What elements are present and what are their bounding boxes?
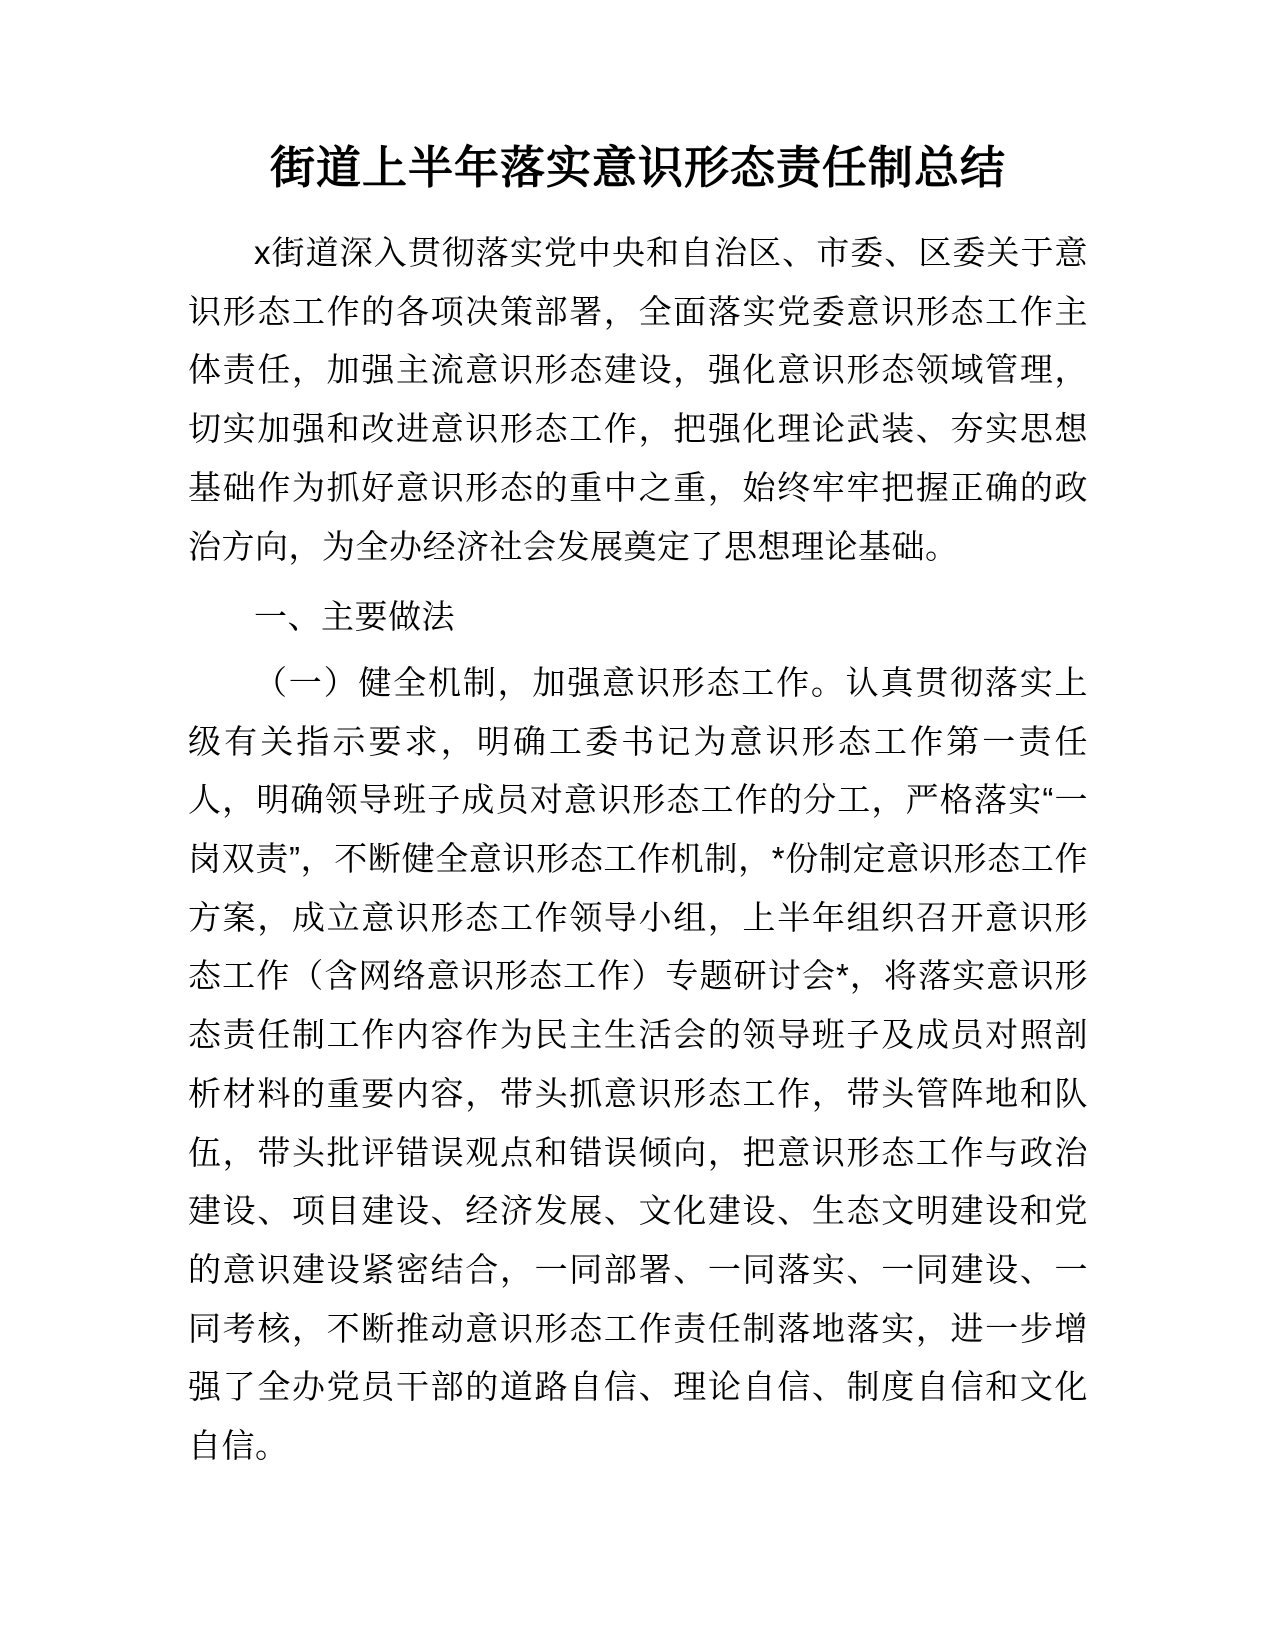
intro-paragraph: x街道深入贯彻落实党中央和自治区、市委、区委关于意识形态工作的各项决策部署，全面落实党委意识形态工作主体责任，加强主流意识形态建设，强化意识形态领域管理，切实加强和改进意识形态工作，把强化理论武装、夯实思想基础作为抓好意识形态的重中之重，始终牢牢把握正确的政治方向，为全办经济社会发展奠定了思想理论基础。 xyxy=(188,234,1088,565)
section1-paragraph: （一）健全机制，加强意识形态工作。认真贯彻落实上级有关指示要求，明确工委书记为意识形态工作第一责任人，明确领导班子成员对意识形态工作的分工，严格落实“一岗双责”，不断健全意识形态工作机制，*份制定意识形态工作方案，成立意识形态工作领导小组，上半年组织召开意识形态工作（含网络意识形态工作）专题研讨会*，将落实意识形态责任制工作内容作为民主生活会的领导班子及成员对照剖析材料的重要内容，带头抓意识形态工作，带头管阵地和队伍，带头批评错误观点和错误倾向，把意识形态工作与政治建设、项目建设、经济发展、文化建设、生态文明建设和党的意识建设紧密结合，一同部署、一同落实、一同建设、一同考核，不断推动意识形态工作责任制落地落实，进一步增强了全办党员干部的道路自信、理论自信、制度自信和文化自信。 xyxy=(188,663,1088,1465)
document-title: 街道上半年落实意识形态责任制总结 xyxy=(269,142,1006,193)
section-heading-main-practices: 一、主要做法 xyxy=(254,598,455,636)
